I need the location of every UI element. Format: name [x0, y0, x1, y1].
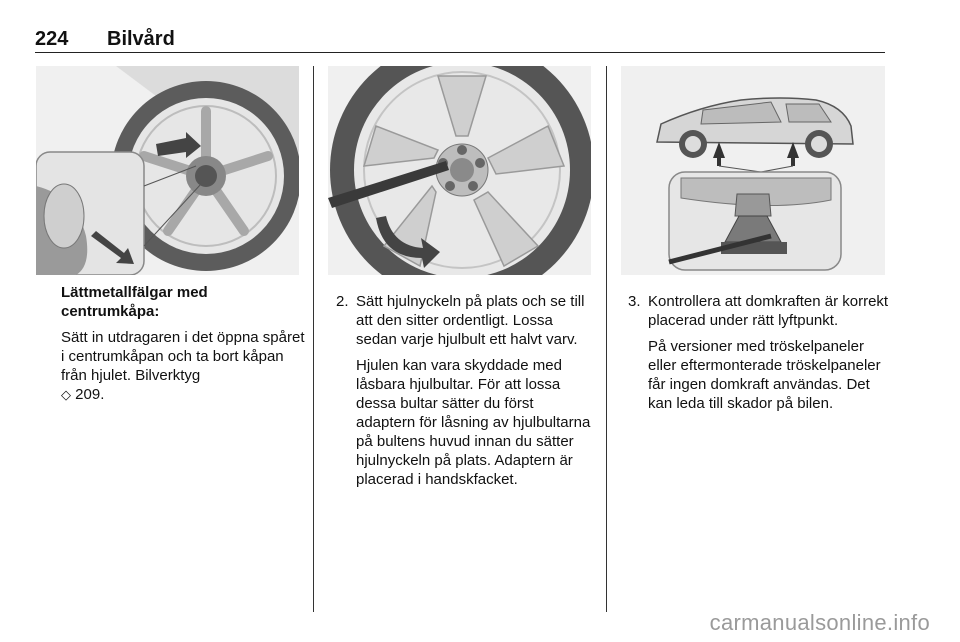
step-note: På versioner med tröskelpaneler eller eftermonterade tröskelpaneler får ingen domkraft användas. Det kan leda till skador på bilen.: [648, 338, 881, 412]
column1-paragraph: [61, 328, 305, 404]
step-number: 2.: [336, 293, 349, 310]
car-jack-lift-points-illustration: [621, 66, 885, 275]
alloy-wheel-center-cap-removal-illustration: [36, 66, 299, 275]
page-number: 224: [35, 28, 69, 50]
section-heading: Lättmetallfälgar med centrumkåpa:: [61, 284, 208, 320]
column1-text: [61, 283, 305, 411]
step-3: [628, 292, 890, 337]
step-note: Hjulen kan vara skyddade med låsbara hjulbultar. För att lossa dessa bultar sätter du först adaptern för låsning av hjulbultarna på bultens huvud innan du sätter hjulnyckeln på plats. Adaptern är placerad i handskfacket.: [356, 357, 591, 488]
chapter-title: Bilvård: [107, 28, 175, 50]
column-divider-left: [313, 66, 314, 612]
column1-body: Sätt in utdragaren i det öppna spåret i centrumkåpan och ta bort kåpan från hjulet. Bilverktyg: [61, 329, 305, 384]
watermark: carmanualsonline.info: [709, 610, 930, 635]
step-number: 3.: [628, 293, 641, 310]
step-text: Sätt hjulnyckeln på plats och se till att den sitter ordentligt. Lossa sedan varje hjulbult ett halvt varv.: [356, 293, 585, 348]
page-header: [35, 28, 885, 53]
column2-text: [336, 292, 596, 496]
wheel-wrench-loosening-illustration: [328, 66, 591, 275]
page-reference-number: 209.: [75, 386, 105, 403]
column-divider-right: [606, 66, 607, 612]
step-text: Kontrollera att domkraften är korrekt placerad under rätt lyftpunkt.: [648, 293, 889, 329]
column3-text: [628, 292, 890, 420]
step-2: [336, 292, 596, 356]
page-reference-icon: ◇: [61, 387, 71, 402]
